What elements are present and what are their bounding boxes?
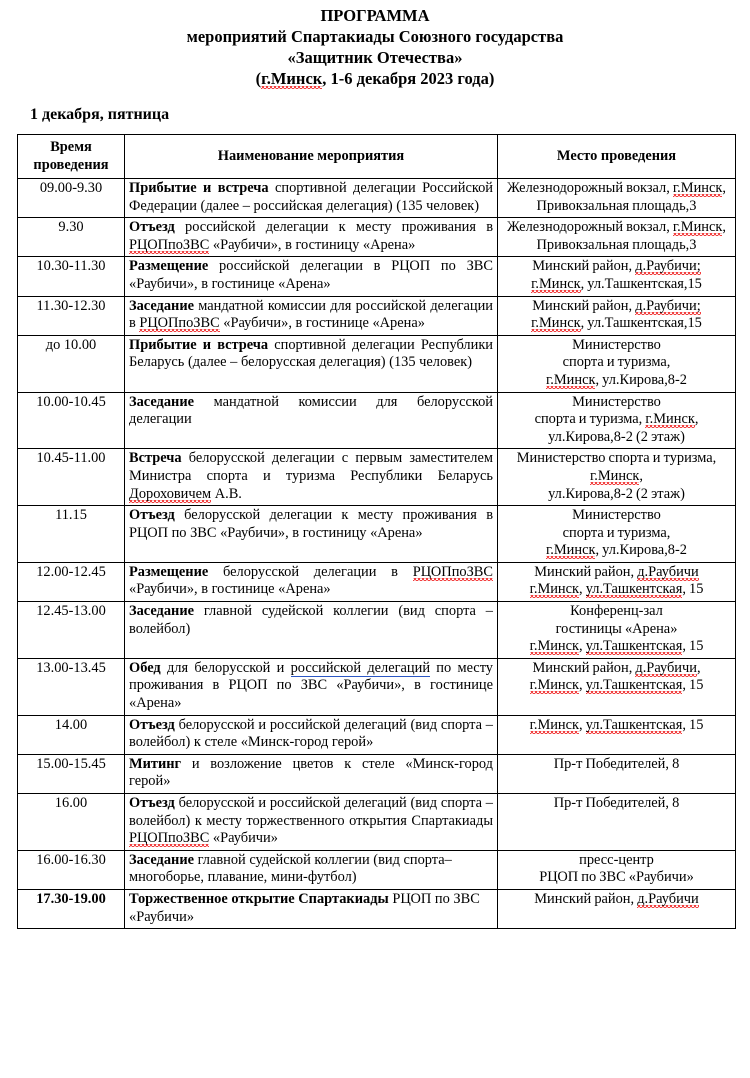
cell-place: Пр-т Победителей, 8 [498,794,736,851]
cell-name [125,889,498,928]
spell-error-raubichi: д.Раубичи; [635,258,701,275]
cell-time: 09.00-9.30 [18,179,125,218]
cell-name: Заседание мандатной комиссии для российской делегации в РЦОПпоЗВС «Раубичи», в гостинице «Арена» [125,296,498,335]
grammar-error-delegations: российской делегаций [290,659,431,676]
event-title: Размещение [129,563,209,580]
title-line-3: «Защитник Отечества» [287,48,463,67]
spell-error-minsk: г.Минск [529,638,580,655]
cell-name [125,257,498,296]
event-detail: российской делегации в РЦОП по ЗВС «Раубичи», в гостинице «Арена» [129,258,493,292]
cell-place: г.Минск, ул.Ташкентская, 15 [498,715,736,754]
cell-time: 12.45-13.00 [18,602,125,659]
event-detail: главной судейской коллегии (вид спорта – волейбол) [129,603,493,637]
event-detail: РЦОП по ЗВС «Раубичи» [129,890,480,925]
cell-name [125,602,498,659]
event-detail: белорусской и российской делегаций (вид спорта – волейбол) к стеле «Минск-город герой» [129,716,493,751]
spell-error-street: ул.Ташкентская [585,677,683,694]
time-value: 17.30-19.00 [36,890,106,907]
spell-error-rcop: РЦОПпоЗВС [412,563,493,580]
event-title: Заседание [129,297,194,314]
cell-name [125,335,498,392]
spell-error-raubichi: д.Раубичи [635,659,697,676]
table-row [18,218,736,257]
cell-time: до 10.00 [18,335,125,392]
table-row [18,506,736,563]
cell-name: Размещение белорусской делегации в РЦОПпоЗВС «Раубичи», в гостинице «Арена» [125,562,498,601]
spell-error-minsk: г.Минск [672,219,723,236]
cell-place: Министерство спорта и туризма, г.Минск, ул.Кирова,8-2 (2 этаж) [498,392,736,449]
event-title: Заседание [129,851,194,868]
event-detail: спортивной делегации Республики Беларусь (далее – белорусская делегация) (135 человек) [129,336,494,371]
cell-time: 16.00-16.30 [18,850,125,889]
spell-error-street: ул.Ташкентская [585,638,683,655]
event-title: Митинг [129,755,182,772]
event-detail: белорусской делегации к месту проживания в РЦОП по ЗВС «Раубичи», в гостиницу «Арена» [129,507,493,541]
cell-time [18,889,125,928]
event-title: Прибытие и встреча [129,336,269,353]
cell-name: Отъезд белорусской и российской делегаций (вид спорта – волейбол) к месту торжественного открытия Спартакиады РЦОПпоЗВС «Раубичи» [125,794,498,851]
cell-place: Пр-т Победителей, 8 [498,754,736,793]
spell-error-minsk: г.Минск [531,275,581,292]
table-row [18,602,736,659]
spell-error-street: ул.Ташкентская [585,581,683,598]
event-title: Встреча [129,450,182,467]
header-name: Наименование мероприятия [125,135,498,179]
spell-error-surname: Дороховичем [129,485,212,502]
program-table [17,134,736,929]
spell-error-rcop: РЦОПпоЗВС [129,236,210,253]
cell-name: Отъезд российской делегации к месту проживания в РЦОПпоЗВС «Раубичи», в гостиницу «Арена» [125,218,498,257]
title-line-1: ПРОГРАММА [320,6,430,25]
table-row [18,392,736,449]
cell-place: Минский район, д.Раубичи; г.Минск, ул.Ташкентская,15 [498,257,736,296]
event-title: Размещение [129,258,209,275]
table-row [18,658,736,715]
spell-error-minsk: г.Минск [546,371,596,388]
spell-error-minsk: г.Минск [531,315,581,332]
event-detail: спортивной делегации Российской Федерации (далее – российская делегация) (135 человек) [129,180,493,214]
spell-error-minsk: г.Минск [589,467,640,484]
cell-name [125,715,498,754]
cell-name [125,392,498,449]
cell-time: 10.30-11.30 [18,257,125,296]
day-heading: 1 декабря, пятница [30,106,170,123]
event-detail: мандатной комиссии для белорусской делегации [129,393,493,428]
cell-place: Министерство спорта и туризма, г.Минск, ул.Кирова,8-2 [498,335,736,392]
table-row [18,754,736,793]
table-row [18,449,736,506]
table-row [18,889,736,928]
cell-place: Министерство спорта и туризма, г.Минск, ул.Кирова,8-2 (2 этаж) [498,449,736,506]
spell-error-minsk: г.Минск [529,581,580,598]
cell-time: 16.00 [18,794,125,851]
spell-error-minsk: г.Минск [672,180,723,196]
spell-error-minsk: г.Минск [261,69,323,88]
header-time: Время проведения [18,135,125,179]
spell-error-minsk: г.Минск [546,542,596,559]
cell-place: Конференц-зал гостиницы «Арена» г.Минск, ул.Ташкентская, 15 [498,602,736,659]
event-title: Отъезд [129,795,175,811]
event-title: Прибытие и встреча [129,180,269,196]
cell-time: 11.15 [18,506,125,563]
spell-error-raubichi: д.Раубичи; [635,297,701,314]
spell-error-raubichi: д.Раубичи [637,890,699,907]
cell-place: пресс-центр РЦОП по ЗВС «Раубичи» [498,850,736,889]
cell-time: 9.30 [18,218,125,257]
event-title: Заседание [129,393,194,410]
title-line-4: (г.Минск, 1-6 декабря 2023 года) [255,69,495,88]
table-row [18,715,736,754]
table-row [18,794,736,851]
event-title: Торжественное открытие Спартакиады [129,890,389,907]
header-place: Место проведения [498,135,736,179]
spell-error-street: ул.Ташкентская [585,716,683,733]
cell-time: 10.45-11.00 [18,449,125,506]
event-detail: и возложение цветов к стеле «Минск-город герой» [129,755,493,790]
table-row [18,296,736,335]
event-title: Отъезд [129,507,175,524]
cell-name [125,754,498,793]
document-title [0,0,750,89]
table-row [18,850,736,889]
cell-place: Минский район, д.Раубичи г.Минск, ул.Ташкентская, 15 [498,562,736,601]
cell-time: 13.00-13.45 [18,658,125,715]
cell-place: Железнодорожный вокзал, г.Минск, Привокзальная площадь,3 [498,218,736,257]
spell-error-minsk: г.Минск [529,716,580,733]
table-row [18,257,736,296]
cell-time: 15.00-15.45 [18,754,125,793]
cell-place: Минский район, д.Раубичи [498,889,736,928]
cell-time: 11.30-12.30 [18,296,125,335]
table-row [18,562,736,601]
event-title: Обед [129,659,161,676]
cell-name [125,506,498,563]
cell-place: Минский район, д.Раубичи, г.Минск, ул.Ташкентская, 15 [498,658,736,715]
spell-error-raubichi: д.Раубичи [637,563,699,580]
spell-error-minsk: г.Минск [645,411,695,428]
cell-time: 12.00-12.45 [18,562,125,601]
event-detail: главной судейской коллегии (вид спорта–многоборье, плавание, мини-футбол) [129,851,452,886]
title-line-2: мероприятий Спартакиады Союзного государства [186,27,564,46]
spell-error-rcop: РЦОПпоЗВС [139,315,220,332]
cell-time: 14.00 [18,715,125,754]
event-title: Отъезд [129,716,175,733]
cell-time: 10.00-10.45 [18,392,125,449]
cell-place: Минский район, д.Раубичи; г.Минск, ул.Ташкентская,15 [498,296,736,335]
table-row [18,179,736,218]
table-header-row [18,135,736,179]
cell-name: Встреча белорусской делегации с первым заместителем Министра спорта и туризма Республики Беларусь Дороховичем А.В. [125,449,498,506]
cell-place: Железнодорожный вокзал, г.Минск, Привокзальная площадь,3 [498,179,736,218]
table-row [18,335,736,392]
spell-error-minsk: г.Минск [529,677,580,694]
cell-name [125,850,498,889]
event-title: Отъезд [129,219,175,236]
spell-error-rcop: РЦОПпоЗВС [129,830,210,847]
event-title: Заседание [129,603,194,620]
cell-name: Обед для белорусской и российской делегаций по месту проживания в РЦОП по ЗВС «Раубичи», в гостинице «Арена» [125,658,498,715]
cell-name [125,179,498,218]
cell-place: Министерство спорта и туризма, г.Минск, ул.Кирова,8-2 [498,506,736,563]
